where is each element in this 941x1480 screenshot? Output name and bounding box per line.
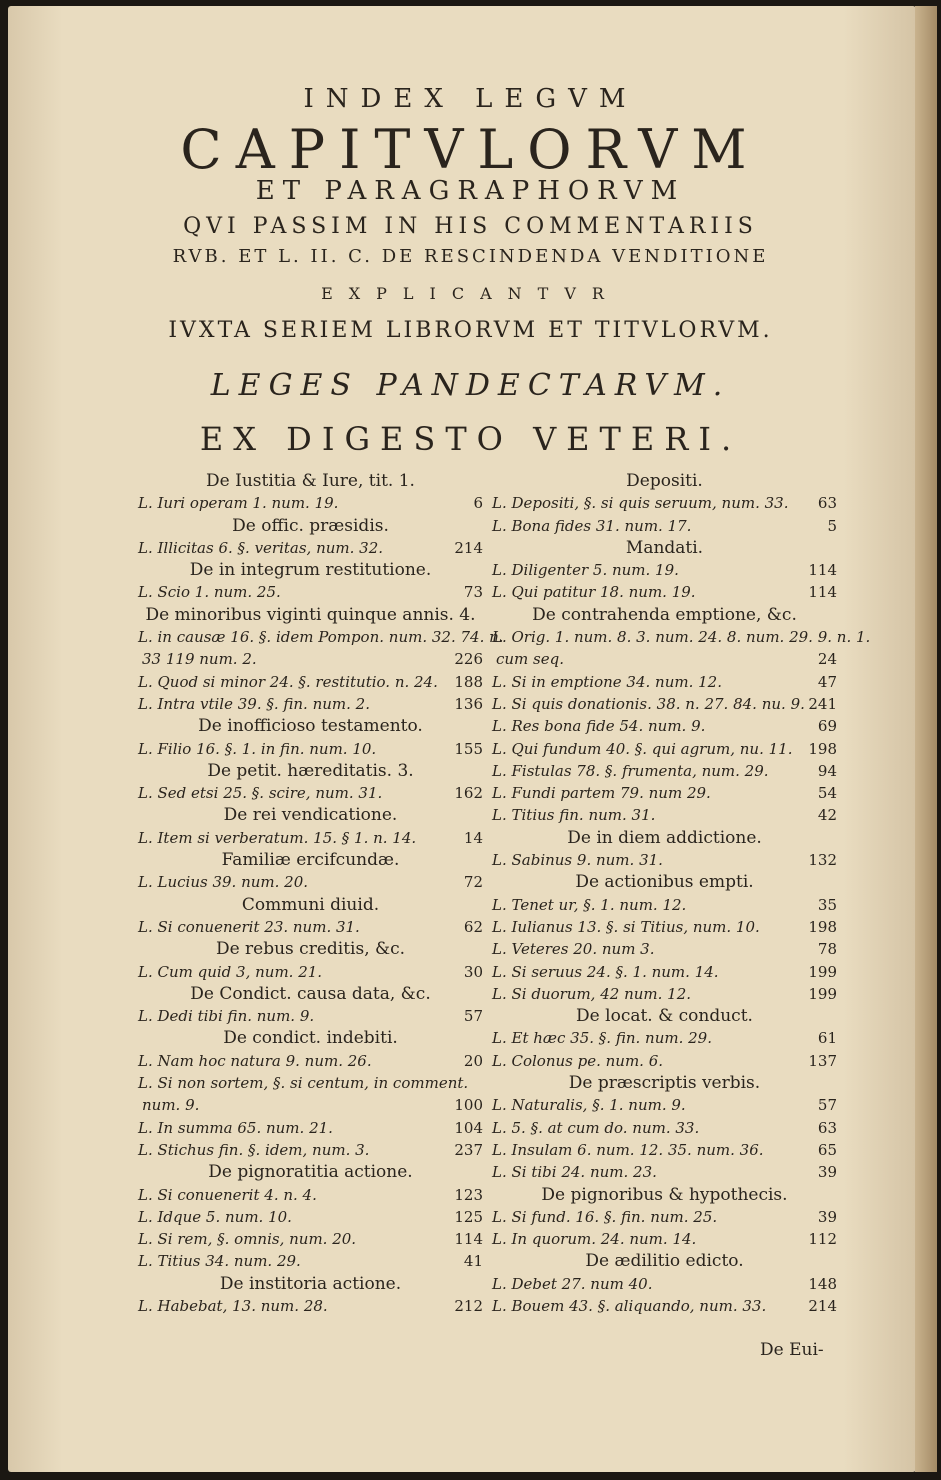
entry-page-number: 114 [454,1230,483,1249]
entry-page-number: 57 [817,1096,837,1115]
index-entry [492,738,837,760]
entry-citation: L. Si quis donationis. 38. n. 27. 84. nu. 9. [492,694,805,713]
index-entry [492,693,837,715]
title-line-7: IVXTA SERIEM LIBRORVM ET TITVLORVM. [168,318,773,343]
index-entry [492,1027,837,1049]
index-entry [492,1228,837,1250]
index-entry [492,804,837,826]
entry-citation: L. Insulam 6. num. 12. 35. num. 36. [492,1140,764,1159]
entry-citation: L. Si fund. 16. §. fin. num. 25. [492,1207,718,1226]
entry-page-number: 199 [808,984,837,1003]
entry-citation: L. 5. §. at cum do. num. 33. [492,1118,700,1137]
entry-citation: L. Depositi, §. si quis seruum, num. 33. [492,494,789,513]
entry-page-number: 100 [454,1096,483,1115]
title-line-3: ET PARAGRAPHORVM [255,176,686,206]
entry-citation: L. Quod si minor 24. §. restitutio. n. 24. [138,672,438,691]
section-heading: De Condict. causa data, &c. [190,983,431,1004]
index-entry [492,559,837,581]
entry-citation: L. In summa 65. num. 21. [138,1118,333,1137]
entry-page-number: 39 [817,1207,837,1226]
entry-citation: L. Sed etsi 25. §. scire, num. 31. [138,784,383,803]
section-heading: De rei vendicatione. [223,805,398,826]
entry-page-number: 112 [808,1230,837,1249]
entry-citation: L. Diligenter 5. num. 19. [492,561,679,580]
index-entry [138,961,483,983]
entry-page-number: 24 [817,650,837,669]
entry-page-number: 198 [808,739,837,758]
entry-citation: L. Si duorum, 42 num. 12. [492,984,692,1003]
title-line-2: CAPITVLORVM [180,118,761,181]
entry-page-number: 61 [817,1029,837,1048]
entry-page-number: 63 [817,1118,837,1137]
entry-citation: 33 119 num. 2. [142,650,257,669]
index-entry [138,1050,483,1072]
index-entry [138,492,483,514]
entry-page-number: 42 [817,806,837,825]
index-entry [492,782,837,804]
index-entry [138,581,483,603]
index-entry [492,894,837,916]
index-entry-continuation [138,1094,483,1116]
entry-page-number: 41 [463,1252,483,1271]
entry-citation: L. Fundi partem 79. num 29. [492,784,711,803]
entry-citation: L. Bona fides 31. num. 17. [492,516,692,535]
entry-page-number: 132 [808,851,837,870]
section-heading: De minoribus viginti quinque annis. 4. [145,604,476,625]
entry-citation: L. Nam hoc natura 9. num. 26. [138,1051,372,1070]
section-heading: De actionibus empti. [575,872,754,893]
entry-citation: L. in causæ 16. §. idem Pompon. num. 32. 74. n. [138,628,504,647]
catchword: De Eui- [760,1340,824,1360]
index-entry [138,1139,483,1161]
section-heading: De pignoratitia actione. [208,1162,413,1183]
entry-citation: L. Colonus pe. num. 6. [492,1051,664,1070]
title-line-6: EXPLICANTVR [321,284,620,303]
section-heading: De rebus creditis, &c. [215,939,406,960]
section-heading: De petit. hæreditatis. 3. [207,760,414,781]
index-entry [138,1250,483,1272]
entry-citation: L. Illicitas 6. §. veritas, num. 32. [138,538,384,557]
index-entry [492,961,837,983]
index-entry [492,671,837,693]
index-entry [138,1184,483,1206]
index-entry-continuation [138,648,483,670]
entry-citation: L. Et hæc 35. §. fin. num. 29. [492,1029,712,1048]
entry-citation: L. Habebat, 13. num. 28. [138,1296,328,1315]
entry-page-number: 114 [808,561,837,580]
index-entry [138,916,483,938]
index-entry [138,1072,483,1094]
entry-page-number: 57 [463,1007,483,1026]
section-heading: De contrahenda emptione, &c. [532,604,797,625]
section-heading: Familiæ ercifcundæ. [221,850,400,871]
entry-page-number: 226 [454,650,483,669]
subtitle-leges: LEGES PANDECTARVM. [210,368,731,403]
index-entry [492,1273,837,1295]
entry-page-number: 30 [463,962,483,981]
index-entry-continuation [492,648,837,670]
entry-page-number: 65 [817,1140,837,1159]
index-entry [492,938,837,960]
entry-citation: L. Idque 5. num. 10. [138,1207,292,1226]
index-entry [138,693,483,715]
section-heading: Depositi. [626,471,703,491]
entry-citation: L. Res bona fide 54. num. 9. [492,717,706,736]
entry-page-number: 14 [463,828,483,847]
entry-citation: L. Si non sortem, §. si centum, in comment. [138,1074,469,1093]
entry-page-number: 214 [808,1296,837,1315]
entry-page-number: 78 [817,940,837,959]
entry-citation: L. Dedi tibi fin. num. 9. [138,1007,315,1026]
entry-citation: L. Item si verberatum. 15. § 1. n. 14. [138,828,417,847]
entry-citation: L. Filio 16. §. 1. in fin. num. 10. [138,739,377,758]
index-entry [492,983,837,1005]
entry-citation: L. Tenet ur, §. 1. num. 12. [492,895,687,914]
section-heading: De in integrum restitutione. [189,560,432,581]
entry-citation: L. Bouem 43. §. aliquando, num. 33. [492,1296,767,1315]
index-entry [492,849,837,871]
entry-page-number: 20 [463,1051,483,1070]
entry-citation: L. Si in emptione 34. num. 12. [492,672,722,691]
entry-citation: L. Si tibi 24. num. 23. [492,1163,657,1182]
index-entry [492,626,871,648]
entry-citation: L. Sabinus 9. num. 31. [492,851,663,870]
index-entry [492,1206,837,1228]
index-column-left [138,470,504,1317]
entry-citation: L. Scio 1. num. 25. [138,583,281,602]
index-entry [138,782,483,804]
entry-page-number: 199 [808,962,837,981]
section-heading: De in diem addictione. [567,827,762,848]
index-entry [138,871,483,893]
index-entry [138,827,483,849]
entry-page-number: 69 [817,717,837,736]
entry-citation: L. Si conuenerit 23. num. 31. [138,917,360,936]
index-entry [492,1050,837,1072]
entry-page-number: 6 [473,494,483,513]
entry-citation: L. Si rem, §. omnis, num. 20. [138,1230,357,1249]
index-entry [492,1139,837,1161]
title-line-4: QVI PASSIM IN HIS COMMENTARIIS [183,214,758,239]
entry-citation: L. Titius fin. num. 31. [492,806,656,825]
entry-citation: L. Iuri operam 1. num. 19. [138,494,339,513]
entry-page-number: 114 [808,583,837,602]
entry-page-number: 5 [827,516,837,535]
section-heading: De pignoribus & hypothecis. [541,1184,788,1205]
entry-page-number: 54 [817,784,837,803]
entry-page-number: 136 [454,694,483,713]
index-entry [492,1295,837,1317]
index-column-right [492,470,871,1317]
entry-page-number: 47 [817,672,837,691]
section-heading: De Iustitia & Iure, tit. 1. [206,471,415,491]
entry-citation: L. Lucius 39. num. 20. [138,873,309,892]
index-entry [138,626,504,648]
entry-page-number: 62 [463,917,483,936]
section-heading: De inofficioso testamento. [198,716,423,737]
entry-page-number: 39 [817,1163,837,1182]
entry-citation: L. Qui fundum 40. §. qui agrum, nu. 11. [492,739,793,758]
entry-citation: L. Si conuenerit 4. n. 4. [138,1185,317,1204]
index-entry [138,671,483,693]
index-entry [492,715,837,737]
index-entry [492,515,837,537]
entry-page-number: 241 [808,694,837,713]
entry-page-number: 72 [463,873,483,892]
entry-page-number: 35 [817,895,837,914]
title-line-5: RVB. ET L. II. C. DE RESCINDENDA VENDITIONE [172,246,769,267]
entry-page-number: 155 [454,739,483,758]
entry-page-number: 123 [454,1185,483,1204]
entry-page-number: 162 [454,784,483,803]
index-entry [138,537,483,559]
index-entry [138,1117,483,1139]
index-entry [138,1005,483,1027]
entry-citation: L. Qui patitur 18. num. 19. [492,583,696,602]
entry-citation: L. Iulianus 13. §. si Titius, num. 10. [492,917,760,936]
entry-citation: L. Intra vtile 39. §. fin. num. 2. [138,694,370,713]
section-heading: De condict. indebiti. [223,1028,398,1049]
index-entry [138,1206,483,1228]
index-entry [492,1161,837,1183]
section-heading: Communi diuid. [241,894,380,915]
entry-page-number: 198 [808,917,837,936]
entry-citation: L. Cum quid 3, num. 21. [138,962,323,981]
entry-citation: cum seq. [496,650,564,669]
entry-page-number: 63 [817,494,837,513]
entry-page-number: 94 [817,761,837,780]
index-entry [492,760,837,782]
entry-citation: L. Debet 27. num 40. [492,1274,653,1293]
entry-page-number: 237 [454,1140,483,1159]
title-line-1: INDEX LEGVM [303,84,638,114]
entry-citation: L. Stichus fin. §. idem, num. 3. [138,1140,370,1159]
entry-citation: num. 9. [142,1096,200,1115]
entry-citation: L. Si seruus 24. §. 1. num. 14. [492,962,719,981]
index-entry [138,738,483,760]
section-heading: De præscriptis verbis. [568,1073,761,1094]
entry-page-number: 214 [454,538,483,557]
entry-page-number: 104 [454,1118,483,1137]
section-heading: De locat. & conduct. [576,1006,753,1027]
index-entry [492,492,837,514]
section-heading: De ædilitio edicto. [585,1251,744,1272]
index-entry [492,916,837,938]
index-entry [492,1117,837,1139]
section-heading: Mandati. [625,537,704,558]
entry-page-number: 148 [808,1274,837,1293]
index-entry [492,1094,837,1116]
entry-citation: L. Naturalis, §. 1. num. 9. [492,1096,686,1115]
index-entry [138,1228,483,1250]
entry-citation: L. Fistulas 78. §. frumenta, num. 29. [492,761,769,780]
section-heading: De offic. præsidis. [232,515,389,536]
entry-citation: L. Veteres 20. num 3. [492,940,655,959]
index-entry [492,581,837,603]
entry-page-number: 188 [454,672,483,691]
entry-page-number: 212 [454,1296,483,1315]
section-heading: De institoria actione. [219,1273,402,1294]
entry-citation: L. In quorum. 24. num. 14. [492,1230,697,1249]
entry-citation: L. Orig. 1. num. 8. 3. num. 24. 8. num. 29. 9. n. 1. [492,628,871,647]
entry-page-number: 137 [808,1051,837,1070]
entry-citation: L. Titius 34. num. 29. [138,1252,301,1271]
index-entry [138,1295,483,1317]
entry-page-number: 73 [463,583,483,602]
subtitle-digesto: EX DIGESTO VETERI. [199,420,742,458]
entry-page-number: 125 [454,1207,483,1226]
